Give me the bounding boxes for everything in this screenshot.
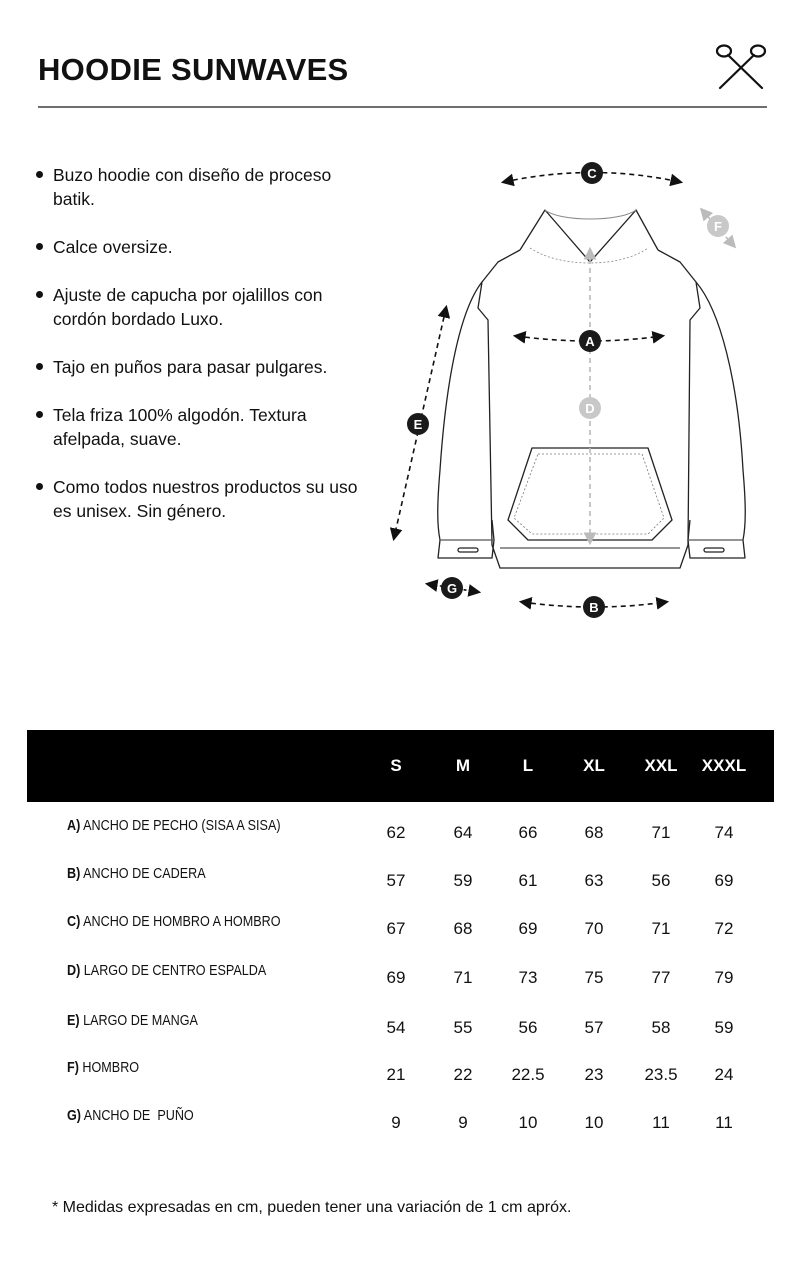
table-row [0, 1096, 800, 1136]
table-cell: 10 [518, 1113, 538, 1132]
marker-a [579, 330, 601, 352]
table-cell: 73 [518, 968, 538, 987]
table-cell: 55 [453, 1018, 473, 1037]
svg-text:D: D [585, 401, 595, 416]
table-cell: 71 [651, 919, 671, 938]
scissors-icon [714, 42, 768, 90]
table-cell: 56 [518, 1018, 538, 1037]
row-text: HOMBRO [78, 1059, 140, 1076]
table-cell: 56 [651, 871, 671, 890]
row-label [67, 1001, 198, 1041]
feature-item: Tajo en puños para pasar pulgares. [34, 355, 364, 379]
row-text: ANCHO DE PECHO (SISA A SISA) [80, 817, 281, 834]
marker-b [583, 596, 605, 618]
table-cell: 75 [584, 968, 604, 987]
table-cell: 9 [458, 1113, 468, 1132]
feature-item: Ajuste de capucha por ojalillos con cordón bordado Luxo. [34, 283, 364, 331]
table-cell: 62 [386, 823, 406, 842]
row-label [67, 951, 266, 991]
table-cell: 69 [518, 919, 538, 938]
table-cell: 58 [651, 1018, 671, 1037]
feature-item: Tela friza 100% algodón. Textura afelpada, suave. [34, 403, 364, 451]
row-label [67, 854, 206, 894]
table-row [0, 902, 800, 942]
row-code: B) [67, 865, 81, 882]
table-cell: 79 [714, 968, 734, 987]
table-cell: 59 [453, 871, 473, 890]
table-cell: 21 [386, 1065, 406, 1084]
table-cell: 10 [584, 1113, 604, 1132]
table-cell: 68 [584, 823, 604, 842]
row-text: LARGO DE MANGA [79, 1012, 198, 1029]
row-code: C) [67, 913, 81, 930]
feature-item: Calce oversize. [34, 235, 364, 259]
row-text: LARGO DE CENTRO ESPALDA [80, 962, 267, 979]
size-header-m: M [455, 756, 471, 775]
table-cell: 74 [714, 823, 734, 842]
table-row [0, 854, 800, 894]
table-cell: 77 [651, 968, 671, 987]
table-cell: 63 [584, 871, 604, 890]
table-row [0, 1001, 800, 1041]
table-cell: 70 [584, 919, 604, 938]
table-cell: 71 [651, 823, 671, 842]
svg-text:C: C [587, 166, 597, 181]
row-code: E) [67, 1012, 80, 1029]
marker-c [581, 162, 603, 184]
table-cell: 22 [453, 1065, 473, 1084]
table-row [0, 1048, 800, 1088]
size-header-xxxl: XXXL [701, 756, 747, 775]
marker-f [707, 215, 729, 237]
row-label [67, 806, 281, 846]
marker-d [579, 397, 601, 419]
svg-text:G: G [446, 581, 458, 596]
feature-item: Como todos nuestros productos su uso es unisex. Sin género. [34, 475, 364, 523]
table-row [0, 806, 800, 846]
table-cell: 71 [453, 968, 473, 987]
size-header-l: L [522, 756, 534, 775]
table-cell: 22.5 [511, 1065, 545, 1084]
row-code: A) [67, 817, 81, 834]
table-cell: 24 [714, 1065, 734, 1084]
table-cell: 9 [391, 1113, 401, 1132]
table-cell: 61 [518, 871, 538, 890]
table-cell: 64 [453, 823, 473, 842]
svg-text:F: F [714, 219, 722, 234]
table-cell: 66 [518, 823, 538, 842]
size-header-s: S [390, 756, 402, 775]
table-cell: 67 [386, 919, 406, 938]
table-row [0, 951, 800, 991]
footnote: * Medidas expresadas en cm, pueden tener una variación de 1 cm apróx. [52, 1199, 572, 1216]
table-cell: 23.5 [644, 1065, 678, 1084]
row-text: ANCHO DE PUÑO [81, 1107, 194, 1124]
table-cell: 69 [714, 871, 734, 890]
feature-item: Buzo hoodie con diseño de proceso batik. [34, 163, 364, 211]
row-code: G) [67, 1107, 82, 1124]
table-cell: 23 [584, 1065, 604, 1084]
hoodie-outline [438, 210, 746, 568]
table-cell: 69 [386, 968, 406, 987]
table-cell: 68 [453, 919, 473, 938]
svg-text:A: A [585, 334, 595, 349]
row-label [67, 1048, 139, 1088]
table-cell: 11 [652, 1113, 670, 1132]
table-cell: 72 [714, 919, 734, 938]
page-title: HOODIE SUNWAVES [38, 52, 349, 87]
table-cell: 57 [584, 1018, 604, 1037]
table-cell: 11 [715, 1113, 733, 1132]
marker-e [407, 413, 429, 435]
table-cell: 57 [386, 871, 406, 890]
svg-text:E: E [413, 417, 423, 432]
feature-list [34, 163, 364, 547]
svg-text:B: B [589, 600, 599, 615]
hoodie-measurement-diagram [380, 150, 780, 630]
header-divider [38, 106, 767, 108]
marker-g [441, 577, 463, 599]
row-text: ANCHO DE HOMBRO A HOMBRO [80, 913, 281, 930]
row-code: D) [67, 962, 81, 979]
size-header-xl: XL [583, 756, 605, 775]
size-table-header [27, 730, 774, 802]
table-cell: 54 [386, 1018, 406, 1037]
row-text: ANCHO DE CADERA [80, 865, 206, 882]
row-label [67, 1096, 194, 1136]
table-cell: 59 [714, 1018, 734, 1037]
row-label [67, 902, 281, 942]
size-header-xxl: XXL [644, 756, 678, 775]
row-code: F) [67, 1059, 79, 1076]
